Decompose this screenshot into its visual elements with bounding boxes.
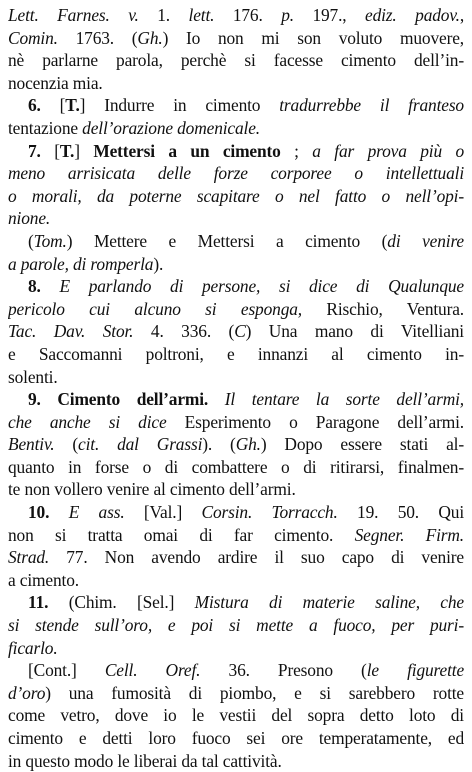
text-line: ficarlo. (8, 637, 58, 658)
text-line: nè parlarne parola, perchè si facesse cimento dell’in- (8, 50, 464, 71)
text-line: cimento e detti loro fuoco sei ore temperatamente, ed (8, 728, 464, 748)
text-line: e Saccomanni poltroni, e innanzi al cimento in- (8, 343, 464, 364)
text-line: Comin. 1763. (Gh.) Io non mi son voluto muovere, (8, 27, 464, 48)
text-line: 7. [T.] Mettersi a un cimento ; a far prova più o (28, 140, 464, 161)
text-line: Lett. Farnes. v. 1. lett. 176. p. 197., ediz. padov., (8, 5, 464, 25)
text-line: d’oro) una fumosità di piombo, e si sarebbero rotte (8, 682, 464, 703)
text-line: [Cont.] Cell. Oref. 36. Presono (le figurette (28, 660, 464, 681)
text-line: o morali, da poterne scapitare o nel fatto o nell’opi- (8, 185, 464, 206)
text-line: 10. E ass. [Val.] Corsin. Torracch. 19. 50. Qui (28, 502, 464, 523)
text-line: 8. E parlando di persone, si dice di Qualunque (28, 276, 464, 297)
text-line: pericolo cui alcuno si esponga, Rischio, Ventura. (8, 298, 464, 319)
text-line: tentazione dell’orazione domenicale. (8, 117, 260, 138)
text-line: meno arrisicata delle forze corporee o intellettuali (8, 163, 464, 184)
text-line: nione. (8, 208, 51, 229)
text-line: come vetro, dove io le vestii del sopra detto loto di (8, 705, 464, 726)
text-line: 9. Cimento dell’armi. Il tentare la sorte dell’armi, (28, 389, 464, 410)
text-line: che anche si dice Esperimento o Paragone dell’armi. (8, 411, 464, 432)
text-line: te non vollero venire al cimento dell’armi. (8, 479, 296, 500)
text-line: si stende sull’oro, e poi si mette a fuoco, per puri- (8, 615, 464, 636)
text-line: quanto in forse o di combattere o di ritirarsi, finalmen- (8, 456, 464, 477)
text-line: (Tom.) Mettere e Mettersi a cimento (di venire (28, 230, 464, 251)
text-line: non si tratta omai di far cimento. Segner. Firm. (8, 524, 464, 545)
text-line: 11. (Chim. [Sel.] Mistura di materie saline, che (28, 592, 464, 613)
text-line: a cimento. (8, 569, 79, 590)
text-line: in questo modo le liberai da tal cattività. (8, 750, 282, 771)
text-line: Strad. 77. Non avendo ardire il suo capo di venire (8, 547, 464, 568)
text-line: solenti. (8, 366, 58, 387)
text-line: a parole, di romperla). (8, 253, 164, 274)
dictionary-entry-text (8, 4, 464, 772)
text-line: Tac. Dav. Stor. 4. 336. (C) Una mano di Vitelliani (8, 321, 464, 342)
text-line: nocenzia mia. (8, 72, 103, 93)
text-line: 6. [T.] Indurre in cimento tradurrebbe il franteso (28, 95, 464, 116)
text-line: Bentiv. (cit. dal Grassi). (Gh.) Dopo essere stati al- (8, 434, 464, 455)
